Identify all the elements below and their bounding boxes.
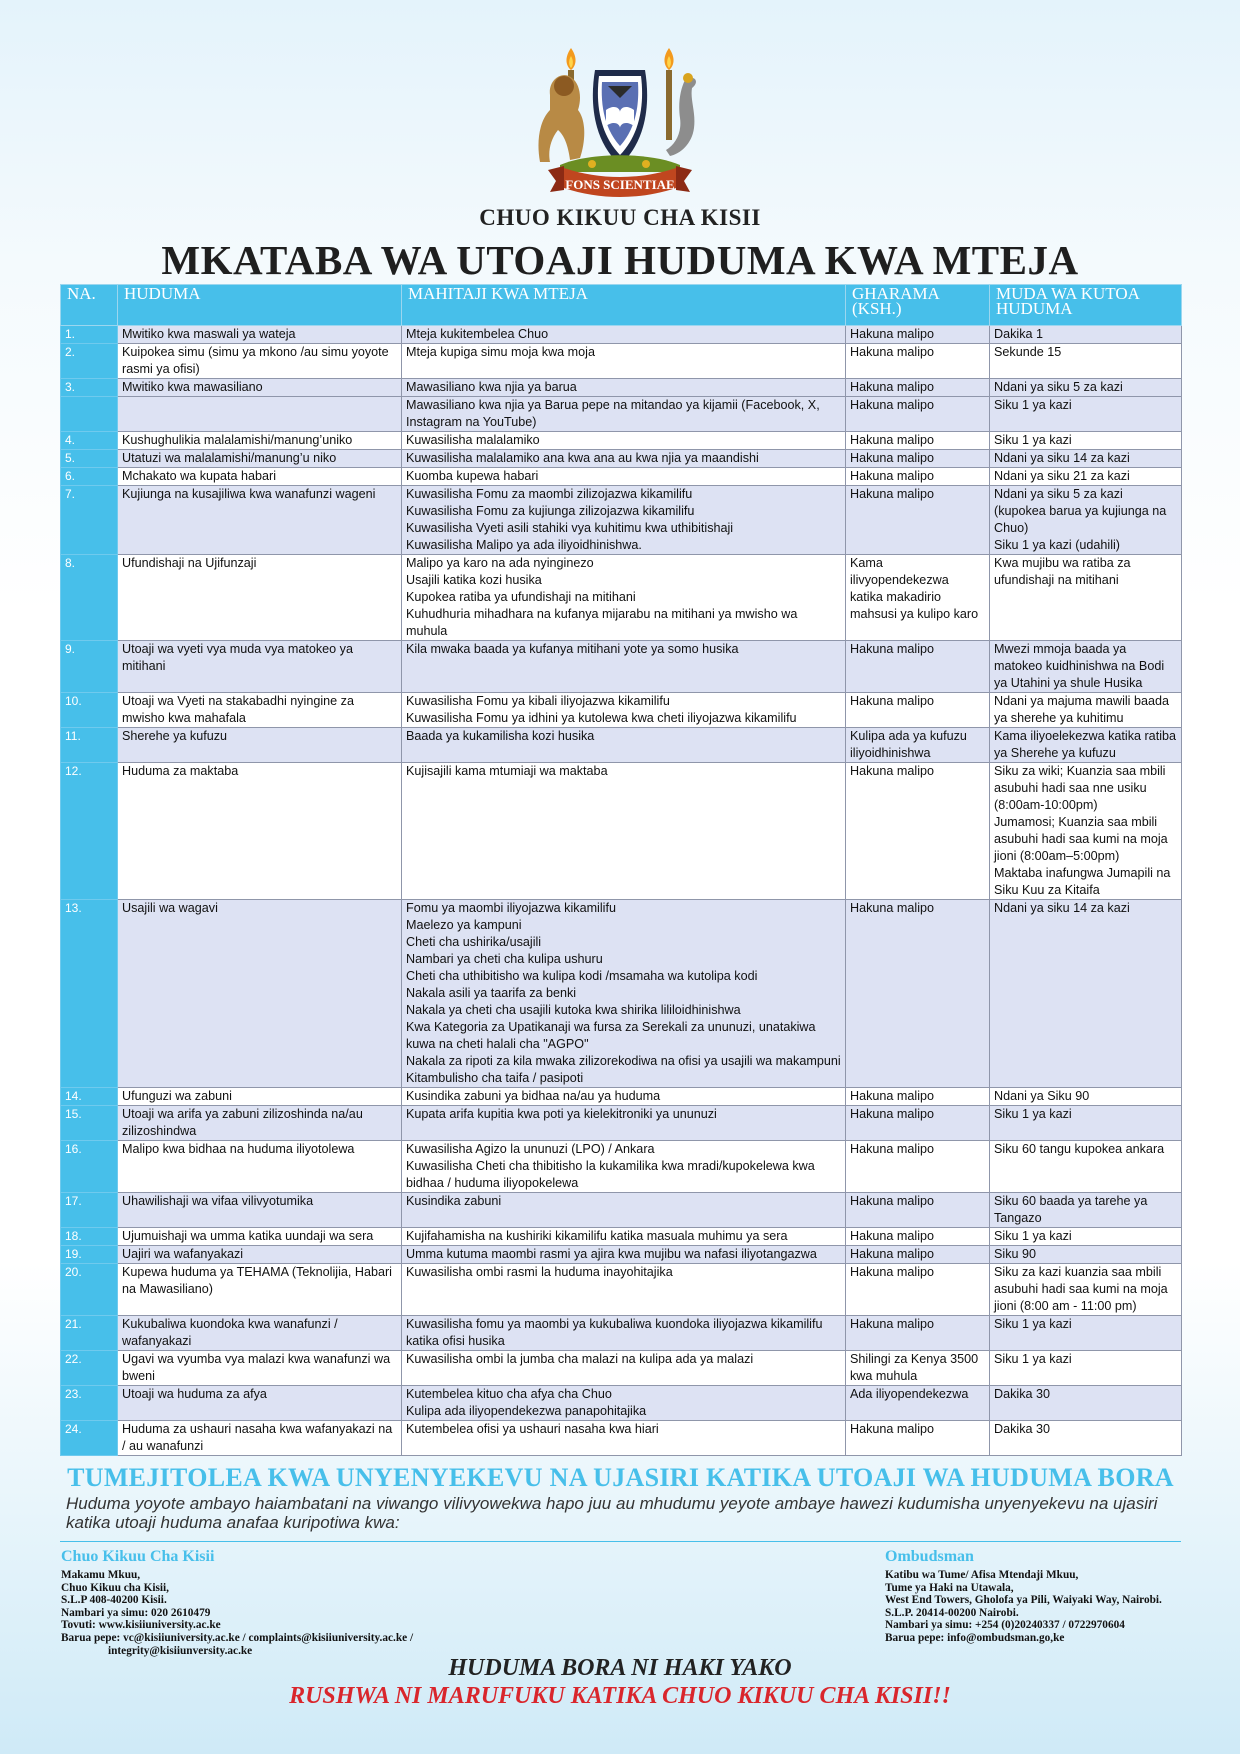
service-duration: Ndani ya siku 5 za kazi	[990, 379, 1182, 397]
service-duration: Siku 1 ya kazi	[990, 397, 1182, 432]
requirement-line: Kupata arifa kupitia kwa poti ya kielekitroniki ya ununuzi	[406, 1107, 717, 1121]
service-name: Mwitiko kwa maswali ya wateja	[118, 326, 402, 344]
table-row	[61, 641, 1182, 693]
customer-requirement	[402, 1088, 846, 1106]
requirement-line: Baada ya kukamilisha kozi husika	[406, 729, 595, 743]
requirement-line: Nambari ya cheti cha kulipa ushuru	[406, 952, 603, 966]
table-row	[61, 728, 1182, 763]
service-name: Malipo kwa bidhaa na huduma iliyotolewa	[118, 1141, 402, 1193]
customer-requirement	[402, 1141, 846, 1193]
service-duration: Siku 60 baada ya tarehe ya Tangazo	[990, 1193, 1182, 1228]
row-number: 15.	[61, 1106, 118, 1141]
requirement-line: Kuwasilisha Fomu za maombi zilizojazwa kikamilifu	[406, 487, 693, 501]
requirement-line: Kuhudhuria mihadhara na kufanya mijarabu na mitihani ya mwisho wa muhula	[406, 607, 798, 638]
service-name	[118, 397, 402, 432]
requirement-line: Kuwasilisha Fomu ya idhini ya kutolewa kwa cheti iliyojazwa kikamilifu	[406, 711, 797, 725]
column-header-na: NA.	[61, 285, 118, 326]
customer-requirement	[402, 468, 846, 486]
service-cost: Hakuna malipo	[846, 344, 990, 379]
table-row	[61, 555, 1182, 641]
table-row	[61, 1106, 1182, 1141]
service-duration: Ndani ya majuma mawili baada ya sherehe ya kuhitimu	[990, 693, 1182, 728]
customer-requirement	[402, 763, 846, 900]
row-number: 9.	[61, 641, 118, 693]
requirement-line: Cheti cha uthibitisho wa kulipa kodi /msamaha wa kutolipa kodi	[406, 969, 758, 983]
row-number: 12.	[61, 763, 118, 900]
table-row	[61, 432, 1182, 450]
contact-phone: Nambari ya simu: +254 (0)20240337 / 0722970604	[885, 1619, 1125, 1632]
service-cost: Hakuna malipo	[846, 1246, 990, 1264]
column-header-mahitaji: MAHITAJI KWA MTEJA	[402, 285, 846, 326]
requirement-line: Kuwasilisha Malipo ya ada iliyoidhinishwa.	[406, 538, 642, 552]
divider	[60, 1541, 1181, 1542]
table-row	[61, 693, 1182, 728]
customer-requirement	[402, 344, 846, 379]
requirement-line: Kutembelea kituo cha afya cha Chuo	[406, 1387, 612, 1401]
service-name: Huduma za maktaba	[118, 763, 402, 900]
requirement-line: Kuwasilisha malalamiko ana kwa ana au kwa njia ya maandishi	[406, 451, 759, 465]
service-cost: Hakuna malipo	[846, 1421, 990, 1456]
service-cost: Hakuna malipo	[846, 900, 990, 1088]
service-name: Sherehe ya kufuzu	[118, 728, 402, 763]
requirement-line: Kuwasilisha ombi la jumba cha malazi na kulipa ada ya malazi	[406, 1352, 754, 1366]
service-name: Utoaji wa vyeti vya muda vya matokeo ya mitihani	[118, 641, 402, 693]
requirement-line: Nakala ya cheti cha usajili kutoka kwa shirika lililoidhinishwa	[406, 1003, 741, 1017]
customer-requirement	[402, 326, 846, 344]
requirement-line: Kuwasilisha malalamiko	[406, 433, 540, 447]
service-name: Kukubaliwa kuondoka kwa wanafunzi / wafanyakazi	[118, 1316, 402, 1351]
requirement-line: Kuwasilisha Cheti cha thibitisho la kukamilika kwa mradi/kupokelewa kwa bidhaa / huduma iliyopokelewa	[406, 1159, 815, 1190]
service-cost: Hakuna malipo	[846, 693, 990, 728]
service-duration: Dakika 1	[990, 326, 1182, 344]
row-number: 23.	[61, 1386, 118, 1421]
service-name: Utoaji wa Vyeti na stakabadhi nyingine za mwisho kwa mahafala	[118, 693, 402, 728]
row-number: 17.	[61, 1193, 118, 1228]
contact-line: Katibu wa Tume/ Afisa Mtendaji Mkuu,	[885, 1569, 1079, 1581]
table-row	[61, 379, 1182, 397]
row-number: 18.	[61, 1228, 118, 1246]
table-row	[61, 1246, 1182, 1264]
service-cost: Hakuna malipo	[846, 641, 990, 693]
row-number: 11.	[61, 728, 118, 763]
row-number: 8.	[61, 555, 118, 641]
requirement-line: Kuomba kupewa habari	[406, 469, 539, 483]
row-number: 2.	[61, 344, 118, 379]
service-name: Ufunguzi wa zabuni	[118, 1088, 402, 1106]
service-name: Ujumuishaji wa umma katika uundaji wa sera	[118, 1228, 402, 1246]
row-number: 7.	[61, 486, 118, 555]
table-row	[61, 397, 1182, 432]
contact-email: Barua pepe: vc@kisiiuniversity.ac.ke / complaints@kisiiuniversity.ac.ke /	[61, 1631, 414, 1644]
service-name: Kupewa huduma ya TEHAMA (Teknolijia, Habari na Mawasiliano)	[118, 1264, 402, 1316]
service-name: Ugavi wa vyumba vya malazi kwa wanafunzi wa bweni	[118, 1351, 402, 1386]
row-number: 19.	[61, 1246, 118, 1264]
service-duration: Siku 1 ya kazi	[990, 1106, 1182, 1141]
service-name: Uhawilishaji wa vifaa vilivyotumika	[118, 1193, 402, 1228]
table-row	[61, 900, 1182, 1088]
customer-requirement	[402, 693, 846, 728]
requirement-line: Usajili katika kozi husika	[406, 573, 542, 587]
requirement-line: Malipo ya karo na ada nyinginezo	[406, 556, 594, 570]
service-name: Mchakato wa kupata habari	[118, 468, 402, 486]
service-name: Usajili wa wagavi	[118, 900, 402, 1088]
service-cost: Hakuna malipo	[846, 1316, 990, 1351]
requirement-line: Fomu ya maombi iliyojazwa kikamilifu	[406, 901, 616, 915]
service-cost: Ada iliyopendekezwa	[846, 1386, 990, 1421]
requirement-line: Kuwasilisha Fomu za kujiunga zilizojazwa kikamilifu	[406, 504, 695, 518]
table-row	[61, 1316, 1182, 1351]
service-duration: Mwezi mmoja baada ya matokeo kuidhinishwa na Bodi ya Utahini ya shule Husika	[990, 641, 1182, 693]
row-number: 24.	[61, 1421, 118, 1456]
service-cost: Hakuna malipo	[846, 486, 990, 555]
table-row	[61, 1141, 1182, 1193]
row-number: 3.	[61, 379, 118, 397]
table-row	[61, 1386, 1182, 1421]
customer-requirement	[402, 1106, 846, 1141]
service-duration: Siku 1 ya kazi	[990, 432, 1182, 450]
contact-ombudsman	[885, 1548, 1225, 1645]
row-number: 16.	[61, 1141, 118, 1193]
customer-requirement	[402, 450, 846, 468]
requirement-line: Kusindika zabuni	[406, 1194, 502, 1208]
university-name: CHUO KIKUU CHA KISII	[479, 205, 761, 230]
service-cost: Hakuna malipo	[846, 1088, 990, 1106]
requirement-line: Kuwasilisha Fomu ya kibali iliyojazwa kikamilifu	[406, 694, 670, 708]
service-duration: Ndani ya siku 5 za kazi (kupokea barua ya kujiunga na Chuo) Siku 1 ya kazi (udahili)	[990, 486, 1182, 555]
customer-requirement	[402, 1246, 846, 1264]
requirement-line: Cheti cha ushirika/usajili	[406, 935, 542, 949]
service-name: Huduma za ushauri nasaha kwa wafanyakazi na / au wanafunzi	[118, 1421, 402, 1456]
service-name: Kushughulikia malalamishi/manung’uniko	[118, 432, 402, 450]
customer-requirement	[402, 397, 846, 432]
service-name: Kujiunga na kusajiliwa kwa wanafunzi wageni	[118, 486, 402, 555]
logo-motto: FONS SCIENTIAE	[565, 177, 675, 192]
service-cost: Kama ilivyopendekezwa katika makadirio mahsusi ya kulipo karo	[846, 555, 990, 641]
service-duration: Kwa mujibu wa ratiba za ufundishaji na mitihani	[990, 555, 1182, 641]
table-row	[61, 450, 1182, 468]
contact-line: Chuo Kikuu cha Kisii,	[61, 1581, 169, 1594]
row-number: 21.	[61, 1316, 118, 1351]
service-charter-table	[60, 284, 1182, 1456]
service-duration: Ndani ya Siku 90	[990, 1088, 1182, 1106]
service-cost: Hakuna malipo	[846, 763, 990, 900]
table-row	[61, 468, 1182, 486]
contact-phone: Nambari ya simu: 020 2610479	[61, 1606, 211, 1619]
service-cost: Hakuna malipo	[846, 379, 990, 397]
customer-requirement	[402, 1386, 846, 1421]
service-cost: Kulipa ada ya kufuzu iliyoidhinishwa	[846, 728, 990, 763]
service-duration: Siku 1 ya kazi	[990, 1228, 1182, 1246]
customer-requirement	[402, 1193, 846, 1228]
column-header-muda: MUDA WA KUTOA HUDUMA	[990, 285, 1182, 326]
row-number: 1.	[61, 326, 118, 344]
service-duration: Ndani ya siku 21 za kazi	[990, 468, 1182, 486]
table-row	[61, 1351, 1182, 1386]
customer-requirement	[402, 641, 846, 693]
service-duration: Sekunde 15	[990, 344, 1182, 379]
requirement-line: Nakala asili ya taarifa za benki	[406, 986, 577, 1000]
requirement-line: Nakala za ripoti za kila mwaka zilizorekodiwa na ofisi ya usajili wa makampuni	[406, 1054, 841, 1068]
customer-requirement	[402, 432, 846, 450]
customer-requirement	[402, 1264, 846, 1316]
row-number: 10.	[61, 693, 118, 728]
customer-requirement	[402, 900, 846, 1088]
customer-requirement	[402, 555, 846, 641]
slogan-anti-corruption: RUSHWA NI MARUFUKU KATIKA CHUO KIKUU CHA KISII!!	[289, 1683, 951, 1709]
service-name: Kuipokea simu (simu ya mkono /au simu yoyote rasmi ya ofisi)	[118, 344, 402, 379]
column-header-huduma: HUDUMA	[118, 285, 402, 326]
row-number: 22.	[61, 1351, 118, 1386]
table-row	[61, 1088, 1182, 1106]
customer-requirement	[402, 486, 846, 555]
contact-line: S.L.P. 20414-00200 Nairobi.	[885, 1606, 1019, 1619]
service-cost: Hakuna malipo	[846, 468, 990, 486]
table-row	[61, 1421, 1182, 1456]
service-cost: Hakuna malipo	[846, 1228, 990, 1246]
requirement-line: Kitambulisho cha taifa / pasipoti	[406, 1071, 584, 1085]
service-cost: Hakuna malipo	[846, 1193, 990, 1228]
contact-website: Tovuti: www.kisiiuniversity.ac.ke	[61, 1619, 221, 1632]
service-duration: Ndani ya siku 14 za kazi	[990, 900, 1182, 1088]
service-name: Utoaji wa huduma za afya	[118, 1386, 402, 1421]
service-cost: Shilingi za Kenya 3500 kwa muhula	[846, 1351, 990, 1386]
row-number: 4.	[61, 432, 118, 450]
requirement-line: Kulipa ada iliyopendekezwa panapohitajika	[406, 1404, 647, 1418]
requirement-line: Mteja kukitembelea Chuo	[406, 327, 549, 341]
service-cost: Hakuna malipo	[846, 450, 990, 468]
requirement-line: Kuwasilisha ombi rasmi la huduma inayohitajika	[406, 1265, 673, 1279]
service-cost: Hakuna malipo	[846, 1141, 990, 1193]
requirement-line: Kutembelea ofisi ya ushauri nasaha kwa hiari	[406, 1422, 659, 1436]
table-row	[61, 486, 1182, 555]
table-row	[61, 1264, 1182, 1316]
table-body	[61, 326, 1182, 1456]
row-number	[61, 397, 118, 432]
column-header-gharama: GHARAMA (KSH.)	[846, 285, 990, 326]
service-duration: Siku 90	[990, 1246, 1182, 1264]
service-duration: Dakika 30	[990, 1421, 1182, 1456]
customer-requirement	[402, 379, 846, 397]
customer-requirement	[402, 1421, 846, 1456]
service-name: Ufundishaji na Ujifunzaji	[118, 555, 402, 641]
page-title: MKATABA WA UTOAJI HUDUMA KWA MTEJA	[161, 237, 1079, 283]
customer-requirement	[402, 1228, 846, 1246]
service-duration: Siku za wiki; Kuanzia saa mbili asubuhi hadi saa nne usiku (8:00am-10:00pm) Jumamosi; Kuanzia saa mbili asubuhi hadi saa kumi na moja jioni (8:00am–5:00pm) Maktaba inafungwa Jumapili na Siku Kuu za Kitaifa	[990, 763, 1182, 900]
requirement-line: Kujifahamisha na kushiriki kikamilifu katika masuala muhimu ya sera	[406, 1229, 788, 1243]
service-name: Uajiri wa wafanyakazi	[118, 1246, 402, 1264]
requirement-line: Maelezo ya kampuni	[406, 918, 522, 932]
service-duration: Siku za kazi kuanzia saa mbili asubuhi hadi saa kumi na moja jioni (8:00 am - 11:00 pm)	[990, 1264, 1182, 1316]
service-duration: Dakika 30	[990, 1386, 1182, 1421]
contact-line: S.L.P 408-40200 Kisii.	[61, 1594, 167, 1607]
contact-line: Tume ya Haki na Utawala,	[885, 1581, 1014, 1594]
row-number: 20.	[61, 1264, 118, 1316]
reporting-note: Huduma yoyote ambayo haiambatani na viwango vilivyowekwa hapo juu au mhudumu yeyote ambaye hawezi kudumisha unyenyekevu na ujasiri katika utoaji huduma anafaa kuripotiwa kwa:	[66, 1494, 1158, 1532]
table-row	[61, 1193, 1182, 1228]
contact-email-cont: integrity@kisiiunversity.ac.ke	[108, 1644, 253, 1657]
customer-requirement	[402, 1351, 846, 1386]
requirement-line: Mawasiliano kwa njia ya barua	[406, 380, 577, 394]
service-cost: Hakuna malipo	[846, 397, 990, 432]
requirement-line: Kusindika zabuni ya bidhaa na/au ya huduma	[406, 1089, 661, 1103]
service-duration: Kama iliyoelekezwa katika ratiba ya Sherehe ya kufuzu	[990, 728, 1182, 763]
service-name: Utatuzi wa malalamishi/manung’u niko	[118, 450, 402, 468]
requirement-line: Kuwasilisha Agizo la ununuzi (LPO) / Ankara	[406, 1142, 655, 1156]
university-emblem	[520, 40, 720, 205]
requirement-line: Kuwasilisha fomu ya maombi ya kukubaliwa kuondoka iliyojazwa kikamilifu katika ofisi husika	[406, 1317, 823, 1348]
contact-university-title: Chuo Kikuu Cha Kisii	[61, 1548, 215, 1565]
contact-ombudsman-title: Ombudsman	[885, 1548, 974, 1565]
service-name: Utoaji wa arifa ya zabuni zilizoshinda na/au zilizoshindwa	[118, 1106, 402, 1141]
service-name: Mwitiko kwa mawasiliano	[118, 379, 402, 397]
contact-email: Barua pepe: info@ombudsman.go,ke	[885, 1631, 1065, 1644]
requirement-line: Mteja kupiga simu moja kwa moja	[406, 345, 595, 359]
service-cost: Hakuna malipo	[846, 326, 990, 344]
slogan-service: HUDUMA BORA NI HAKI YAKO	[448, 1655, 792, 1681]
row-number: 5.	[61, 450, 118, 468]
service-cost: Hakuna malipo	[846, 432, 990, 450]
requirement-line: Kujisajili kama mtumiaji wa maktaba	[406, 764, 608, 778]
contact-line: West End Towers, Gholofa ya Pili, Waiyaki Way, Nairobi.	[885, 1594, 1162, 1607]
row-number: 13.	[61, 900, 118, 1088]
requirement-line: Umma kutuma maombi rasmi ya ajira kwa mujibu wa nafasi iliyotangazwa	[406, 1247, 817, 1261]
customer-requirement	[402, 1316, 846, 1351]
service-duration: Siku 1 ya kazi	[990, 1316, 1182, 1351]
service-cost: Hakuna malipo	[846, 1106, 990, 1141]
service-duration: Ndani ya siku 14 za kazi	[990, 450, 1182, 468]
table-row	[61, 344, 1182, 379]
requirement-line: Kuwasilisha Vyeti asili stahiki vya kuhitimu kwa uthibitishaji	[406, 521, 734, 535]
table-row	[61, 1228, 1182, 1246]
contact-university	[61, 1548, 521, 1657]
row-number: 6.	[61, 468, 118, 486]
commitment-heading: TUMEJITOLEA KWA UNYENYEKEVU NA UJASIRI KATIKA UTOAJI WA HUDUMA BORA	[67, 1463, 1174, 1492]
service-cost: Hakuna malipo	[846, 1264, 990, 1316]
table-row	[61, 763, 1182, 900]
row-number: 14.	[61, 1088, 118, 1106]
table-row	[61, 326, 1182, 344]
service-duration: Siku 60 tangu kupokea ankara	[990, 1141, 1182, 1193]
requirement-line: Kila mwaka baada ya kufanya mitihani yote ya somo husika	[406, 642, 739, 656]
requirement-line: Kwa Kategoria za Upatikanaji wa fursa za Serekali za ununuzi, unatakiwa kuwa na cheti halali cha "AGPO"	[406, 1020, 816, 1051]
table-header-row	[61, 285, 1182, 326]
customer-requirement	[402, 728, 846, 763]
contact-line: Makamu Mkuu,	[61, 1569, 141, 1581]
service-duration: Siku 1 ya kazi	[990, 1351, 1182, 1386]
requirement-line: Mawasiliano kwa njia ya Barua pepe na mitandao ya kijamii (Facebook, X, Instagram na YouTube)	[406, 398, 820, 429]
requirement-line: Kupokea ratiba ya ufundishaji na mitihani	[406, 590, 636, 604]
